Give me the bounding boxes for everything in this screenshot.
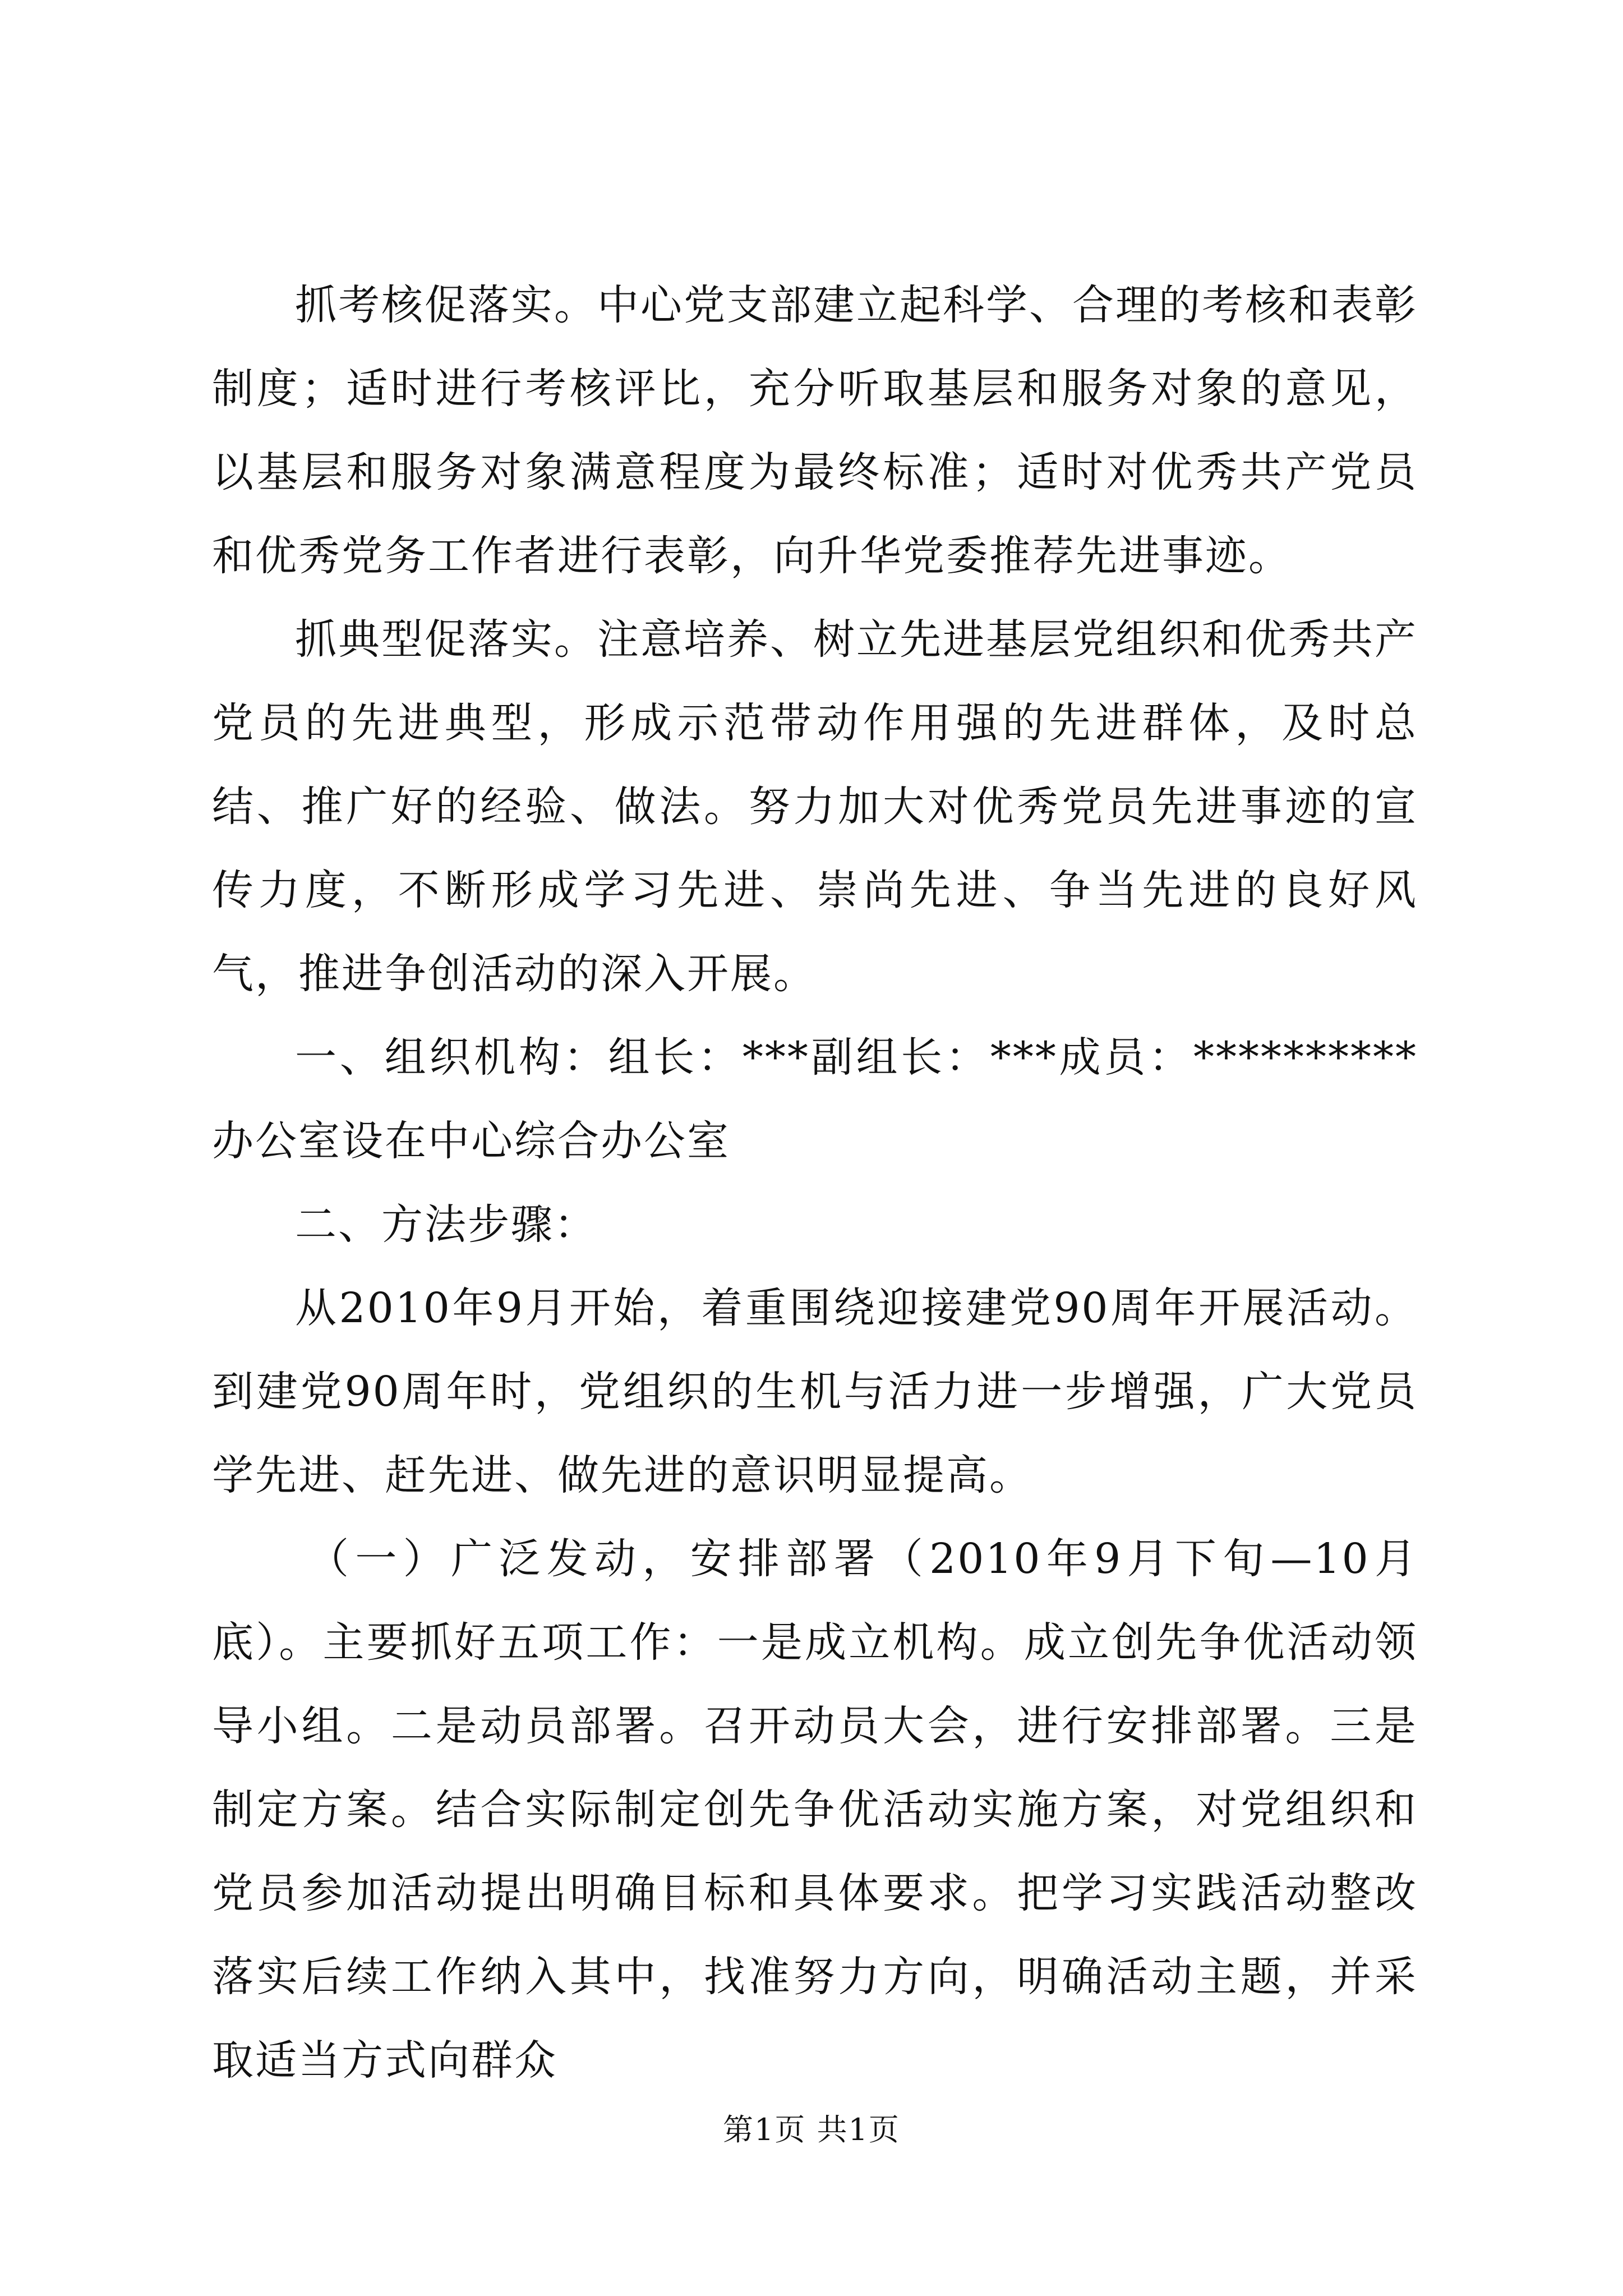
paragraph-model-examples: 抓典型促落实。注意培养、树立先进基层党组织和优秀共产党员的先进典型，形成示范带动作用强的先进群体，及时总结、推广好的经验、做法。努力加大对优秀党员先进事迹的宣传力度，不断形成学习先进、崇尚先进、争当先进的良好风气，推进争创活动的深入开展。 [212,615,1418,998]
page-footer: 第1页 共1页 [723,2112,900,2147]
paragraph-phase-one: （一）广泛发动，安排部署（2010年9月下旬—10月底）。主要抓好五项工作：一是成立机构。成立创先争优活动领导小组。二是动员部署。召开动员大会，进行安排部署。三是制定方案。结合实际制定创先争优活动实施方案，对党组织和党员参加活动提出明确目标和具体要求。把学习实践活动整改落实后续工作纳入其中，找准努力方向，明确活动主题，并采取适当方式向群众 [212,1535,1418,2085]
paragraph-organization: 一、组织机构：组长：***副组长：***成员：**********办公室设在中心综合办公室 [212,1033,1418,1165]
paragraph-assessment: 抓考核促落实。中心党支部建立起科学、合理的考核和表彰制度；适时进行考核评比，充分听取基层和服务对象的意见，以基层和服务对象满意程度为最终标准；适时对优秀共产党员和优秀党务工作者进行表彰，向升华党委推荐先进事迹。 [212,281,1418,580]
paragraph-methods-heading: 二、方法步骤： [295,1200,597,1249]
document-body [212,264,1418,2102]
paragraph-timeline: 从2010年9月开始，着重围绕迎接建党90周年开展活动。到建党90周年时，党组织的生机与活力进一步增强，广大党员学先进、赶先进、做先进的意识明显提高。 [212,1284,1418,1499]
